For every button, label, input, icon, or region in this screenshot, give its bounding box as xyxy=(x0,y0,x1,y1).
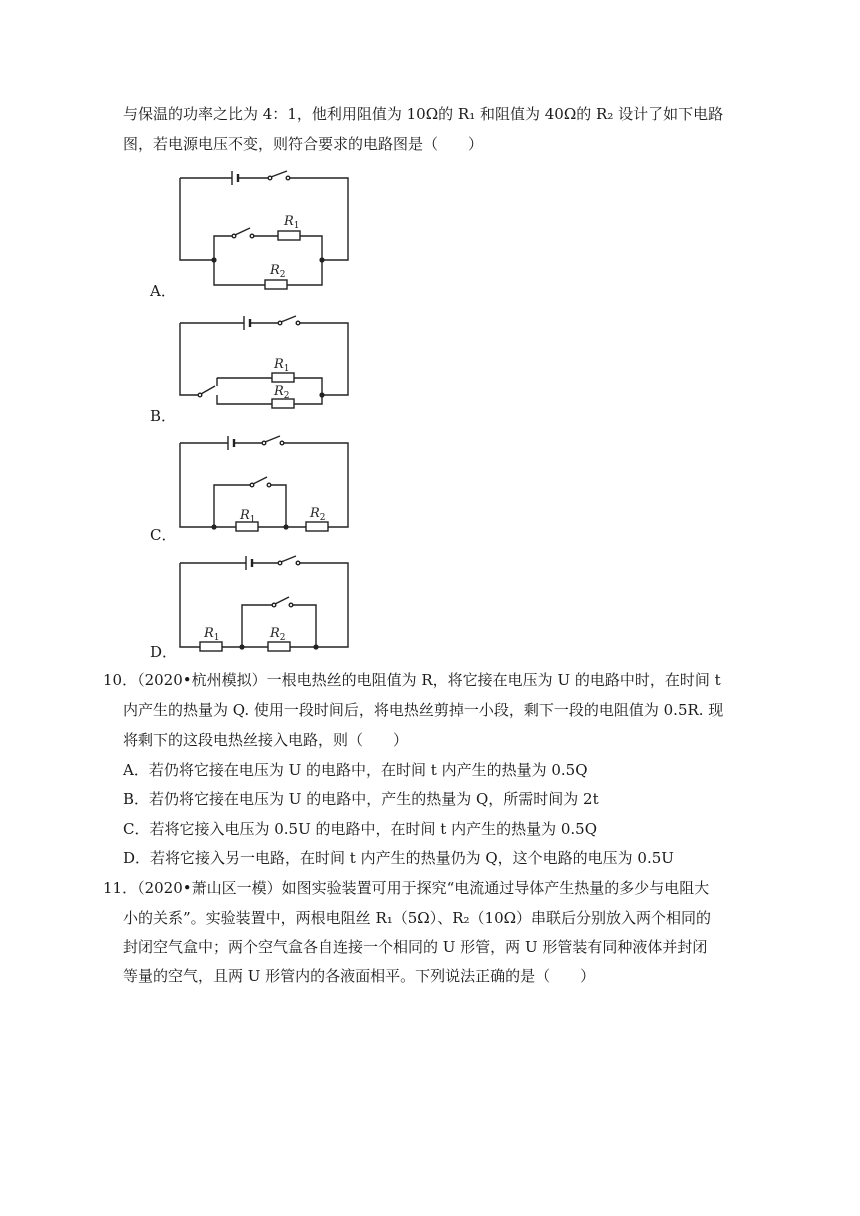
svg-text:R2: $R_2$ xyxy=(270,263,286,280)
q10-text-line-3: 将剩下的这段电热丝接入电路，则（ ） xyxy=(123,731,409,749)
svg-text:R1: $R_1$ xyxy=(274,357,290,374)
svg-text:R2: $R_2$ xyxy=(310,506,326,523)
q9-option-b-label: B． xyxy=(150,407,177,425)
q9-text-line-2: 图，若电源电压不变，则符合要求的电路图是（ ） xyxy=(123,135,484,153)
q11-text-line-2: 小的关系”。实验装置中，两根电阻丝 R₁（5Ω）、R₂（10Ω）串联后分别放入两个相同的 xyxy=(123,909,712,927)
svg-text:R2: $R_2$ xyxy=(270,626,286,643)
q10-option-a: A．若仍将它接在电压为 U 的电路中，在时间 t 内产生的热量为 0.5Q xyxy=(123,761,588,779)
q9-option-d-label: D． xyxy=(150,643,178,661)
q10-option-b: B．若仍将它接在电压为 U 的电路中，产生的热量为 Q，所需时间为 2t xyxy=(123,790,599,808)
circuit-diagram-c xyxy=(170,433,360,533)
q10-option-d: D．若将它接入另一电路，在时间 t 内产生的热量仍为 Q，这个电路的电压为 0.5U xyxy=(123,849,674,867)
circuit-diagram-a xyxy=(170,168,360,293)
svg-text:R1: $R_1$ xyxy=(204,626,220,643)
svg-text:R2: $R_2$ xyxy=(274,384,290,401)
svg-text:R1: $R_1$ xyxy=(240,508,256,525)
q11-text-line-4: 等量的空气，且两 U 形管内的各液面相平。下列说法正确的是（ ） xyxy=(123,967,596,985)
q10-text-line-1: 10．（2020•杭州模拟）一根电热丝的电阻值为 R，将它接在电压为 U 的电路中时，在时间 t xyxy=(103,671,721,689)
q11-text-line-1: 11．（2020•萧山区一模）如图实验装置可用于探究“电流通过导体产生热量的多少与电阻大 xyxy=(103,879,710,897)
q9-text-line-1: 与保温的功率之比为 4：1，他利用阻值为 10Ω的 R₁ 和阻值为 40Ω的 R₂ 设计了如下电路 xyxy=(123,105,724,123)
q9-option-c-label: C． xyxy=(150,526,177,544)
q11-text-line-3: 封闭空气盒中；两个空气盒各自连接一个相同的 U 形管，两 U 形管装有同种液体并封闭 xyxy=(123,938,708,956)
q9-option-a-label: A． xyxy=(150,282,176,300)
circuit-diagram-b xyxy=(170,313,360,413)
svg-text:R1: $R_1$ xyxy=(284,214,300,231)
circuit-diagram-d xyxy=(170,553,360,653)
q10-text-line-2: 内产生的热量为 Q. 使用一段时间后，将电热丝剪掉一小段，剩下一段的电阻值为 0.5R. 现 xyxy=(123,701,724,719)
q10-option-c: C．若将它接入电压为 0.5U 的电路中，在时间 t 内产生的热量为 0.5Q xyxy=(123,820,597,838)
